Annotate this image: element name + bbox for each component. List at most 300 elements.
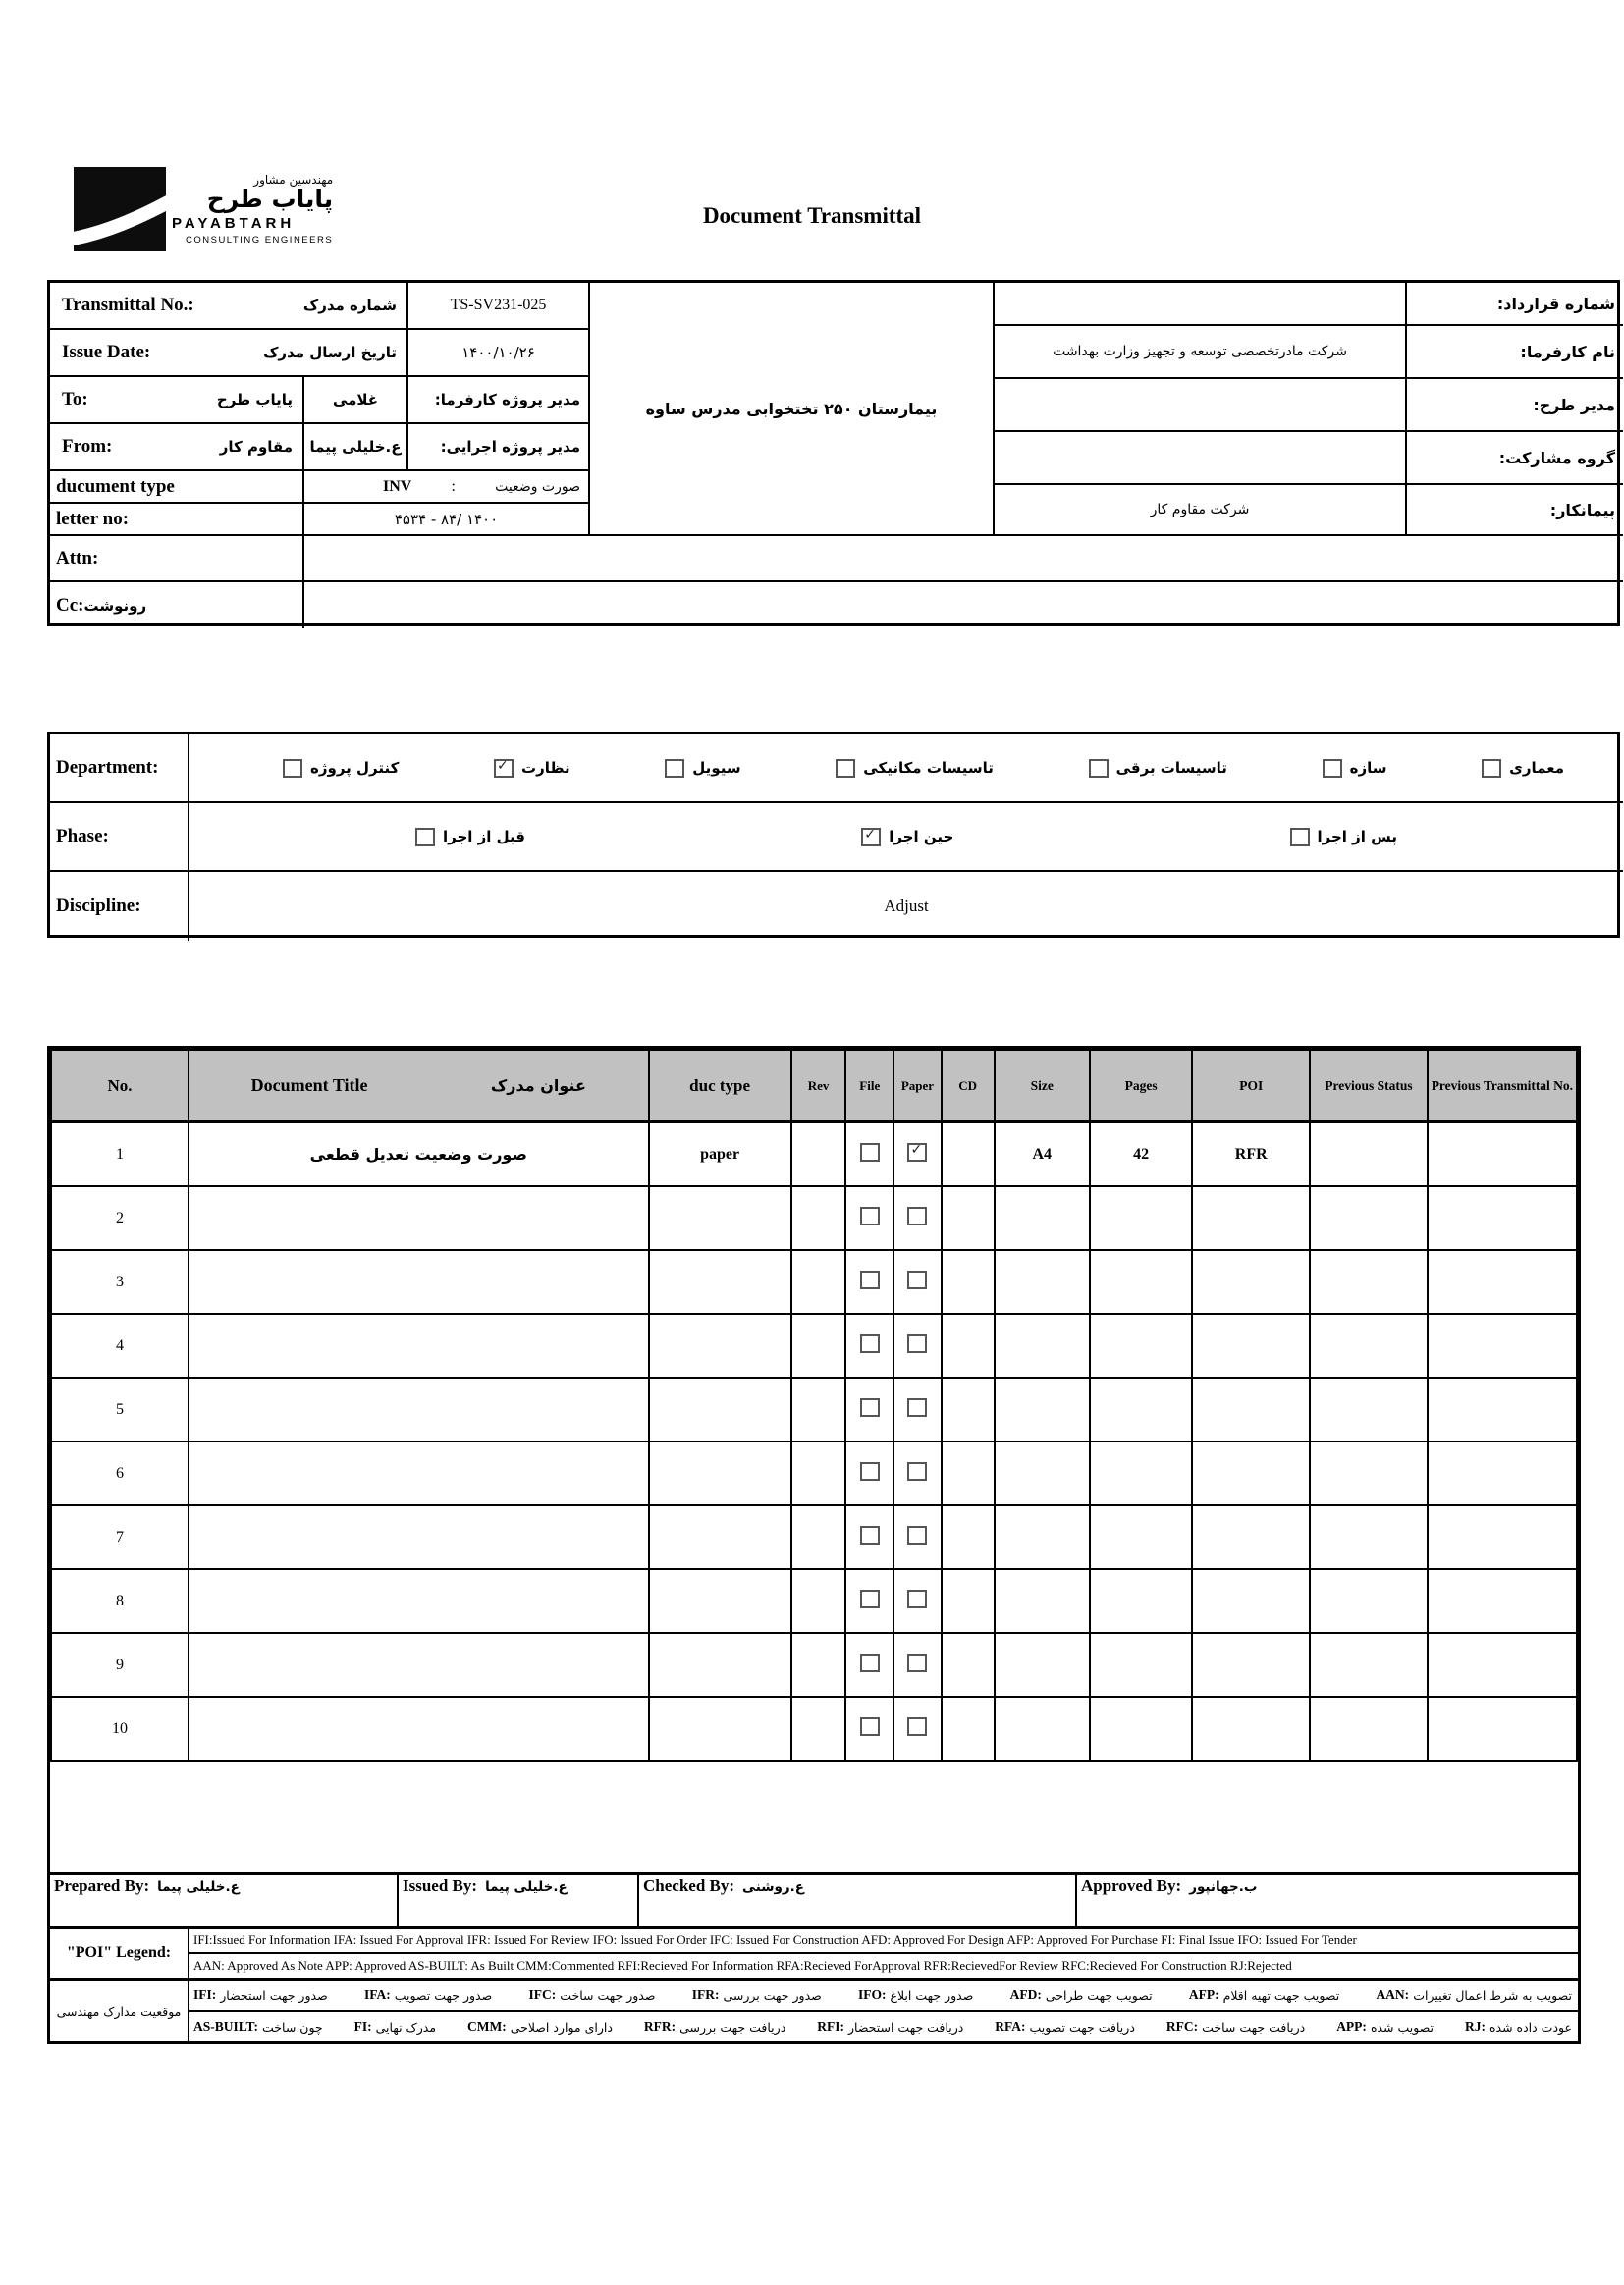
cell-previous-transmittal — [1428, 1569, 1577, 1633]
legend-item-code: IFA: — [363, 1987, 391, 2002]
table-row — [51, 1505, 1577, 1569]
cell-previous-transmittal — [1428, 1314, 1577, 1378]
department-option-label: سازه — [1349, 759, 1387, 777]
legend-item-text: صدور جهت تصویب — [394, 1987, 493, 2003]
from-role: مدیر پروژه اجرایی: — [408, 424, 590, 471]
plan-manager-label: مدیر طرح: — [1407, 379, 1623, 432]
cell-document-title — [189, 1505, 649, 1569]
phase-option-label: قبل از اجرا — [443, 828, 525, 845]
legend-item-text: دریافت جهت بررسی — [679, 2019, 786, 2035]
cell-paper — [893, 1633, 942, 1697]
cc-label — [50, 582, 304, 628]
legend-item — [1166, 2019, 1305, 2035]
cell-size — [995, 1569, 1090, 1633]
phase-checkbox[interactable] — [861, 828, 881, 846]
legend-item-text: مدرک نهایی — [375, 2019, 437, 2035]
cell-paper — [893, 1250, 942, 1314]
legend-item-code: RFR: — [643, 2019, 677, 2034]
cell-previous-transmittal — [1428, 1186, 1577, 1250]
cell-rev — [791, 1633, 846, 1697]
cell-rev — [791, 1314, 846, 1378]
cell-no: 5 — [51, 1378, 189, 1442]
discipline-label — [50, 872, 189, 941]
department-checkbox[interactable] — [1482, 759, 1501, 778]
cell-duc-type — [649, 1314, 791, 1378]
paper-checkbox[interactable] — [907, 1717, 927, 1736]
legend-item-text: صدور جهت ساخت — [560, 1987, 656, 2003]
file-checkbox[interactable] — [860, 1143, 880, 1162]
cell-size — [995, 1250, 1090, 1314]
legend-item — [1010, 1987, 1153, 2003]
cell-cd — [942, 1505, 995, 1569]
file-checkbox[interactable] — [860, 1526, 880, 1545]
cell-document-title — [189, 1314, 649, 1378]
signatures-row — [50, 1872, 1578, 1929]
cell-poi — [1192, 1697, 1310, 1761]
department-option — [494, 759, 570, 778]
discipline-label-text: Discipline: — [56, 896, 141, 916]
table-row — [51, 1314, 1577, 1378]
cell-rev — [791, 1505, 846, 1569]
col-poi: POI — [1192, 1050, 1310, 1122]
cell-previous-transmittal — [1428, 1122, 1577, 1187]
department-checkbox[interactable] — [1089, 759, 1109, 778]
attn-label-en: Attn: — [56, 547, 99, 569]
legend-item — [858, 1987, 973, 2003]
cell-previous-transmittal — [1428, 1250, 1577, 1314]
to-label: To: — [62, 389, 88, 409]
legend-item-text: عودت داده شده — [1489, 2019, 1572, 2035]
issue-date-label-en: Issue Date: — [62, 342, 151, 362]
issued-by-name: ع.خلیلی پیما — [485, 1879, 568, 1895]
cell-pages — [1090, 1442, 1192, 1505]
partnership-group-label: گروه مشارکت: — [1407, 432, 1623, 485]
cell-document-title — [189, 1250, 649, 1314]
department-checkbox[interactable] — [494, 759, 514, 778]
letter-no-label-en: letter no: — [56, 508, 130, 529]
cell-size — [995, 1314, 1090, 1378]
cc-label-fa: رونوشت — [83, 596, 147, 615]
cell-size — [995, 1442, 1090, 1505]
discipline-value: Adjust — [884, 897, 929, 915]
checked-by-label: Checked By: — [643, 1877, 735, 1895]
prepared-by-name: ع.خلیلی پیما — [157, 1879, 240, 1895]
transmittal-no-label — [50, 283, 408, 330]
cell-cd — [942, 1442, 995, 1505]
legend-item — [364, 1987, 492, 2003]
cell-cd — [942, 1697, 995, 1761]
col-title-en: Document Title — [250, 1075, 368, 1095]
legend-item — [528, 1987, 655, 2003]
cell-no: 9 — [51, 1633, 189, 1697]
transmittal-no-label-en: Transmittal No.: — [62, 295, 194, 315]
cell-size: A4 — [995, 1122, 1090, 1187]
cell-rev — [791, 1378, 846, 1442]
cell-cd — [942, 1314, 995, 1378]
col-cd: CD — [942, 1050, 995, 1122]
legend-item-code: IFO: — [858, 1987, 887, 2002]
attn-label — [50, 536, 304, 582]
transmittal-no-label-fa: شماره مدرک — [302, 297, 397, 314]
table-row — [51, 1442, 1577, 1505]
paper-checkbox[interactable] — [907, 1590, 927, 1608]
col-file: File — [845, 1050, 893, 1122]
cell-pages — [1090, 1186, 1192, 1250]
logo-en-name: PAYABTARH — [172, 215, 296, 233]
cell-pages — [1090, 1250, 1192, 1314]
table-row — [51, 1186, 1577, 1250]
department-option — [1482, 759, 1564, 778]
cell-document-title — [189, 1697, 649, 1761]
approved-by-cell — [1077, 1875, 1578, 1926]
legend-item — [1465, 2019, 1572, 2035]
letter-no-value: ۴۵۳۴ - ۸۴/ ۱۴۰۰ — [304, 504, 590, 536]
cell-cd — [942, 1633, 995, 1697]
client-name-value: شرکت مادرتخصصی توسعه و تجهیز وزارت بهداشت — [995, 326, 1407, 379]
document-type-fa: صورت وضعیت — [495, 478, 580, 495]
cell-pages — [1090, 1314, 1192, 1378]
cell-cd — [942, 1378, 995, 1442]
cell-file — [845, 1314, 893, 1378]
legend-item-code: IFR: — [691, 1987, 720, 2002]
logo-en-subtitle: CONSULTING ENGINEERS — [186, 235, 334, 246]
cell-poi: RFR — [1192, 1122, 1310, 1187]
checked-by-cell — [639, 1875, 1077, 1926]
cell-cd — [942, 1186, 995, 1250]
document-type-separator: : — [451, 477, 456, 495]
department-checkbox[interactable] — [665, 759, 684, 778]
cell-document-title — [189, 1442, 649, 1505]
cell-file — [845, 1250, 893, 1314]
cell-no: 7 — [51, 1505, 189, 1569]
file-checkbox[interactable] — [860, 1207, 880, 1225]
issue-date-value: ۱۴۰۰/۱۰/۲۶ — [408, 330, 590, 377]
department-checkbox[interactable] — [836, 759, 855, 778]
poi-legend-label-cell — [50, 1929, 189, 1978]
cell-rev — [791, 1442, 846, 1505]
department-option — [1323, 759, 1387, 778]
file-checkbox[interactable] — [860, 1462, 880, 1481]
col-previous-status: Previous Status — [1310, 1050, 1428, 1122]
legend-item — [817, 2019, 963, 2035]
table-row — [51, 1633, 1577, 1697]
client-name-label: نام کارفرما: — [1407, 326, 1623, 379]
cell-file — [845, 1505, 893, 1569]
phase-options — [189, 803, 1623, 872]
cell-no: 3 — [51, 1250, 189, 1314]
legend-item — [692, 1987, 822, 2003]
col-no: No. — [51, 1050, 189, 1122]
legend-item-text: دارای موارد اصلاحی — [510, 2019, 613, 2035]
paper-checkbox[interactable] — [907, 1462, 927, 1481]
cell-file — [845, 1442, 893, 1505]
cell-file — [845, 1569, 893, 1633]
department-checkbox[interactable] — [283, 759, 302, 778]
letter-no-label — [50, 504, 304, 536]
cell-pages — [1090, 1505, 1192, 1569]
cell-pages — [1090, 1378, 1192, 1442]
to-company: پایاب طرح — [216, 391, 293, 408]
legend-item-code: RFA: — [995, 2019, 1026, 2034]
cell-pages: 42 — [1090, 1122, 1192, 1187]
issue-date-label — [50, 330, 408, 377]
legend-item — [644, 2019, 785, 2035]
cell-poi — [1192, 1250, 1310, 1314]
empty-notes-area — [50, 1762, 1578, 1872]
table-row — [51, 1250, 1577, 1314]
cell-poi — [1192, 1505, 1310, 1569]
engineering-docs-status-label-cell — [50, 1981, 189, 2041]
legend-item-code: CMM: — [466, 2019, 507, 2034]
cell-file — [845, 1186, 893, 1250]
cell-cd — [942, 1569, 995, 1633]
prepared-by-cell — [50, 1875, 399, 1926]
file-checkbox[interactable] — [860, 1334, 880, 1353]
cell-paper — [893, 1314, 942, 1378]
cell-duc-type — [649, 1250, 791, 1314]
legend-item — [1189, 1987, 1339, 2003]
cc-value — [304, 582, 1623, 628]
phase-label — [50, 803, 189, 872]
file-checkbox[interactable] — [860, 1590, 880, 1608]
department-label — [50, 734, 189, 803]
cell-file — [845, 1122, 893, 1187]
cell-previous-transmittal — [1428, 1697, 1577, 1761]
cell-no: 1 — [51, 1122, 189, 1187]
department-option-label: تاسیسات مکانیکی — [863, 759, 994, 777]
col-paper: Paper — [893, 1050, 942, 1122]
cell-pages — [1090, 1569, 1192, 1633]
from-label: From: — [62, 436, 113, 457]
cell-document-title — [189, 1378, 649, 1442]
contract-no-value — [995, 283, 1407, 326]
legend-item-text: تصویب جهت تهیه اقلام — [1222, 1987, 1340, 2003]
issued-by-cell — [399, 1875, 639, 1926]
legend-item-text: تصویب به شرط اعمال تغییرات — [1413, 1987, 1572, 2003]
cell-no: 6 — [51, 1442, 189, 1505]
cell-no: 10 — [51, 1697, 189, 1761]
file-checkbox[interactable] — [860, 1717, 880, 1736]
cell-previous-transmittal — [1428, 1442, 1577, 1505]
cell-size — [995, 1697, 1090, 1761]
cell-no: 2 — [51, 1186, 189, 1250]
document-type-label-en: ducument type — [56, 475, 175, 497]
phase-checkbox[interactable] — [1290, 828, 1310, 846]
cell-duc-type — [649, 1569, 791, 1633]
poi-legend-label: "POI" Legend: — [66, 1944, 172, 1961]
cell-duc-type — [649, 1442, 791, 1505]
legend-item-text: تصویب شده — [1370, 2019, 1435, 2035]
paper-checkbox[interactable] — [907, 1271, 927, 1289]
document-type-value — [304, 471, 590, 504]
logo-fa-tagline: مهندسین مشاور — [253, 173, 334, 187]
document-table-header-row — [51, 1050, 1577, 1122]
col-size: Size — [995, 1050, 1090, 1122]
cell-file — [845, 1378, 893, 1442]
legend-item-text: چون ساخت — [262, 2019, 323, 2035]
partnership-group-value — [995, 432, 1407, 485]
cell-poi — [1192, 1378, 1310, 1442]
poi-legend-fa-row2 — [189, 2010, 1578, 2041]
col-title — [189, 1050, 649, 1122]
phase-checkbox[interactable] — [415, 828, 435, 846]
legend-item — [1376, 1987, 1572, 2003]
legend-item — [354, 2019, 436, 2035]
cell-previous-status — [1310, 1122, 1428, 1187]
legend-item — [995, 2019, 1135, 2035]
cell-paper — [893, 1122, 942, 1187]
paper-checkbox[interactable] — [907, 1207, 927, 1225]
cell-previous-transmittal — [1428, 1505, 1577, 1569]
filters-table — [47, 732, 1620, 938]
phase-option-label: حین اجرا — [889, 828, 954, 845]
from-person: ع.خلیلی پیما — [304, 424, 408, 471]
cell-cd — [942, 1250, 995, 1314]
poi-legend-en-row2: AAN: Approved As Note APP: Approved AS-BUILT: As Built CMM:Commented RFI:Recieved For Information RFA:Recieved ForApproval RFR:RecievedFor Review RFC:Recieved For Construction RJ:Rejected — [189, 1952, 1578, 1978]
cell-document-title — [189, 1633, 649, 1697]
cell-paper — [893, 1505, 942, 1569]
legend-item-code: RFC: — [1165, 2019, 1199, 2034]
table-row — [51, 1569, 1577, 1633]
legend-item — [467, 2019, 613, 2035]
paper-checkbox[interactable] — [907, 1398, 927, 1417]
issued-by-label: Issued By: — [403, 1877, 478, 1895]
cell-poi — [1192, 1442, 1310, 1505]
cell-previous-status — [1310, 1569, 1428, 1633]
cell-previous-status — [1310, 1442, 1428, 1505]
legend-item-code: AAN: — [1376, 1987, 1410, 2002]
cell-duc-type: paper — [649, 1122, 791, 1187]
from-company: مقاوم کار — [219, 438, 293, 456]
table-row — [51, 1122, 1577, 1187]
paper-checkbox[interactable] — [907, 1526, 927, 1545]
cc-label-en: Cc: — [56, 594, 84, 616]
paper-checkbox[interactable] — [907, 1654, 927, 1672]
cell-document-title: صورت وضعیت تعدیل قطعی — [189, 1122, 649, 1187]
legend-item-text: دریافت جهت استحضار — [847, 2019, 964, 2035]
cell-size — [995, 1186, 1090, 1250]
cell-previous-status — [1310, 1186, 1428, 1250]
department-checkbox[interactable] — [1323, 759, 1342, 778]
phase-option-label: پس از اجرا — [1317, 828, 1397, 845]
page-title: Document Transmittal — [702, 203, 922, 228]
department-option-label: معماری — [1509, 759, 1564, 777]
poi-legend-fa-row1 — [189, 1981, 1578, 2010]
cell-size — [995, 1633, 1090, 1697]
approved-by-label: Approved By: — [1081, 1877, 1182, 1895]
cell-paper — [893, 1442, 942, 1505]
legend-item-text: دریافت جهت تصویب — [1029, 2019, 1135, 2035]
contractor-value: شرکت مقاوم کار — [995, 485, 1407, 536]
attn-value — [304, 536, 1623, 582]
legend-item-code: RJ: — [1464, 2019, 1486, 2034]
to-person: غلامی — [304, 377, 408, 424]
department-option — [665, 759, 740, 778]
department-options — [189, 734, 1623, 803]
legend-item-code: IFC: — [528, 1987, 557, 2002]
cell-rev — [791, 1186, 846, 1250]
document-type-code: INV — [383, 477, 412, 495]
col-rev: Rev — [791, 1050, 846, 1122]
cell-duc-type — [649, 1505, 791, 1569]
paper-checkbox[interactable] — [907, 1334, 927, 1353]
paper-checkbox[interactable] — [907, 1143, 927, 1162]
department-option — [836, 759, 994, 778]
col-duc-type: duc type — [649, 1050, 791, 1122]
col-pages: Pages — [1090, 1050, 1192, 1122]
department-option — [283, 759, 399, 778]
department-option-label: کنترل پروژه — [310, 759, 400, 777]
prepared-by-label: Prepared By: — [54, 1877, 150, 1895]
plan-manager-value — [995, 379, 1407, 432]
legend-item-text: صدور جهت بررسی — [723, 1987, 822, 2003]
cell-document-title — [189, 1186, 649, 1250]
cell-duc-type — [649, 1378, 791, 1442]
cell-paper — [893, 1569, 942, 1633]
cell-pages — [1090, 1697, 1192, 1761]
department-option-label: تاسیسات برقی — [1115, 759, 1227, 777]
cell-cd — [942, 1122, 995, 1187]
phase-option — [415, 828, 525, 846]
cell-no: 4 — [51, 1314, 189, 1378]
phase-label-text: Phase: — [56, 826, 109, 846]
file-checkbox[interactable] — [860, 1654, 880, 1672]
cell-paper — [893, 1378, 942, 1442]
cell-previous-status — [1310, 1250, 1428, 1314]
legend-item-code: IFI: — [193, 1987, 217, 2002]
table-row — [51, 1378, 1577, 1442]
legend-item-text: دریافت جهت ساخت — [1202, 2019, 1306, 2035]
department-option — [1089, 759, 1227, 778]
file-checkbox[interactable] — [860, 1398, 880, 1417]
cell-previous-status — [1310, 1505, 1428, 1569]
cell-duc-type — [649, 1186, 791, 1250]
legend-item-code: AFD: — [1009, 1987, 1042, 2002]
contractor-label: پیمانکار: — [1407, 485, 1623, 536]
department-option-label: سیویل — [692, 759, 741, 777]
legend-item — [1336, 2019, 1434, 2035]
legend-item-text: صدور جهت استحضار — [220, 1987, 328, 2003]
cell-previous-status — [1310, 1697, 1428, 1761]
cell-pages — [1090, 1633, 1192, 1697]
cell-previous-transmittal — [1428, 1378, 1577, 1442]
issue-date-label-fa: تاریخ ارسال مدرک — [263, 344, 397, 361]
legend-item-text: تصویب جهت طراحی — [1045, 1987, 1153, 2003]
logo-fa-name: پایاب طرح — [206, 185, 334, 213]
project-name: بیمارستان ۲۵۰ تختخوابی مدرس ساوه — [590, 283, 995, 536]
cell-poi — [1192, 1633, 1310, 1697]
document-table — [50, 1049, 1578, 1762]
col-title-fa: عنوان مدرک — [490, 1076, 586, 1095]
cell-duc-type — [649, 1633, 791, 1697]
legend-item — [193, 2019, 323, 2035]
cell-paper — [893, 1697, 942, 1761]
cell-paper — [893, 1186, 942, 1250]
file-checkbox[interactable] — [860, 1271, 880, 1289]
cell-no: 8 — [51, 1569, 189, 1633]
cell-poi — [1192, 1186, 1310, 1250]
legend-item-code: FI: — [353, 2019, 372, 2034]
cell-rev — [791, 1122, 846, 1187]
col-previous-transmittal: Previous Transmittal No. — [1428, 1050, 1577, 1122]
poi-legend-en-row1: IFI:Issued For Information IFA: Issued For Approval IFR: Issued For Review IFO: Issued For Order IFC: Issued For Construction AFD: Approved For Design AFP: Approved For Purchase FI: Final Issue IFO: Issued For Tender — [193, 1932, 1357, 1947]
from-cell — [50, 424, 304, 471]
department-option-label: نظارت — [521, 759, 570, 777]
phase-option — [861, 828, 953, 846]
phase-option — [1290, 828, 1397, 846]
checked-by-name: ع.روشنی — [742, 1879, 804, 1895]
legend-item-code: AFP: — [1188, 1987, 1219, 2002]
